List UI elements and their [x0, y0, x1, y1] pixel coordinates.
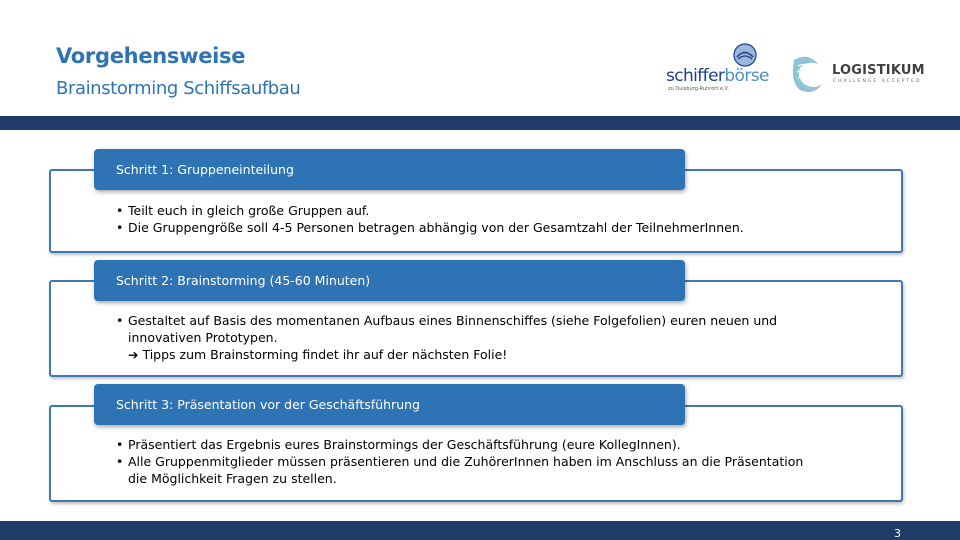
list-item: • Teilt euch in gleich große Gruppen auf.: [116, 202, 866, 219]
step-2-bullets: [116, 312, 866, 363]
list-item-continuation: innovativen Prototypen.: [128, 330, 278, 345]
step-1-bullets: [116, 202, 866, 236]
header-band: [0, 116, 960, 130]
list-item-continuation: die Möglichkeit Fragen zu stellen.: [128, 471, 337, 486]
logo-wordmark-suffix: börse: [724, 66, 769, 86]
ship-wheel-icon: [732, 42, 758, 68]
list-item: • Präsentiert das Ergebnis eures Brainstormings der Geschäftsführung (eure KollegInnen).: [116, 436, 866, 453]
list-item: • Gestaltet auf Basis des momentanen Aufbaus eines Binnenschiffes (siehe Folgefolien) euren neuen und: [116, 312, 866, 329]
logistikum-name: LOGISTIKUM: [832, 63, 925, 78]
step-1-heading: Schritt 1: Gruppeneinteilung: [94, 149, 685, 190]
logistikum-wave-icon: [788, 54, 826, 94]
page-number: 3: [894, 527, 901, 540]
logistikum-logo: [788, 54, 928, 98]
list-item: • Die Gruppengröße soll 4-5 Personen betragen abhängig von der Gesamtzahl der TeilnehmerInnen.: [116, 219, 866, 236]
page-subtitle: Brainstorming Schiffsaufbau: [56, 78, 301, 99]
step-2-heading: Schritt 2: Brainstorming (45-60 Minuten): [94, 260, 685, 301]
logo-tagline: zu Duisburg-Ruhrort e.V.: [668, 86, 729, 92]
list-item: • Alle Gruppenmitglieder müssen präsentieren und die ZuhörerInnen haben im Anschluss an die Präsentation: [116, 453, 866, 470]
step-3-bullets: [116, 436, 866, 487]
list-item-tip: ➔ Tipps zum Brainstorming findet ihr auf der nächsten Folie!: [128, 347, 508, 362]
page-title: Vorgehensweise: [56, 44, 246, 68]
footer-band: [0, 521, 960, 540]
logistikum-tagline: CHALLENGE ACCEPTED: [833, 79, 922, 84]
logo-wordmark-prefix: schiffer: [666, 66, 725, 86]
schifferboerse-logo: [664, 40, 770, 100]
step-3-heading: Schritt 3: Präsentation vor der Geschäftsführung: [94, 384, 685, 425]
arrow-right-icon: ➔: [128, 347, 143, 362]
